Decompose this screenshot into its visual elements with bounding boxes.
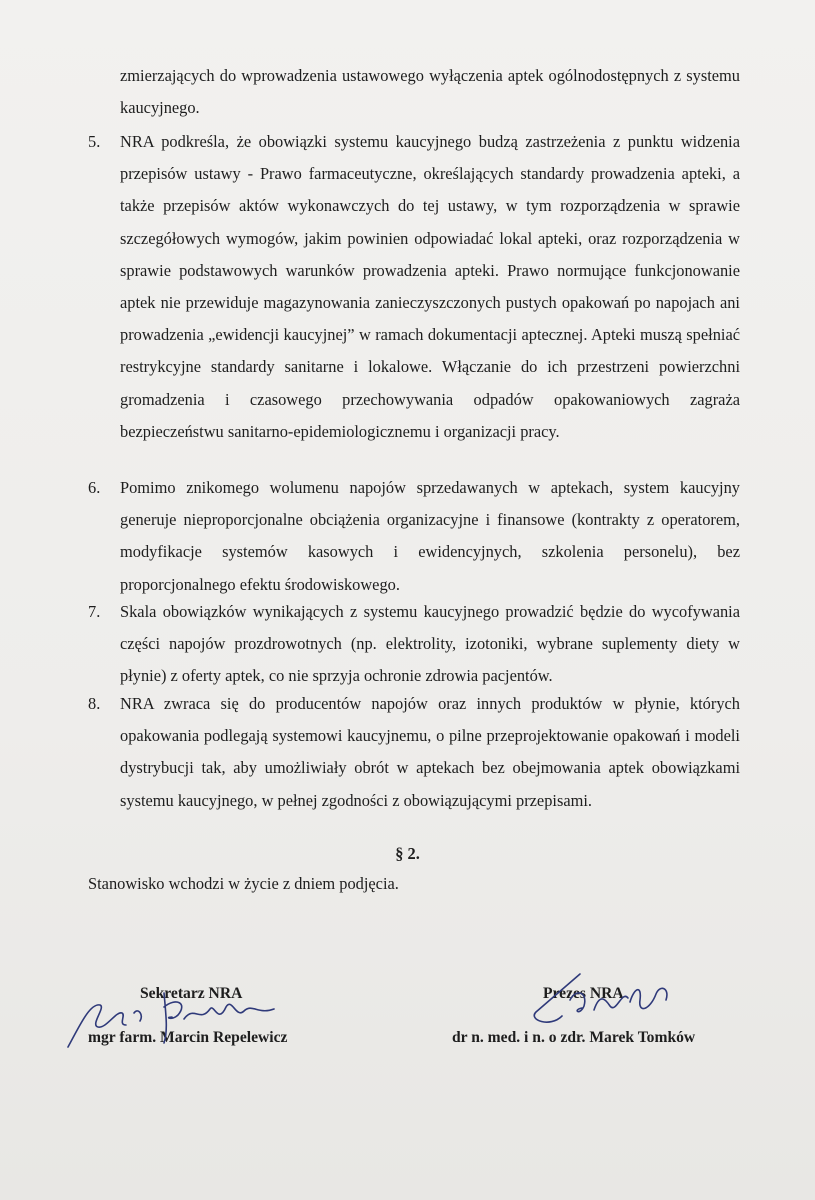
section-heading: § 2. xyxy=(395,844,420,863)
president-name: dr n. med. i n. o zdr. Marek Tomków xyxy=(452,1029,696,1046)
item-number-8: 8. xyxy=(88,694,101,713)
secretary-role: Sekretarz NRA xyxy=(140,985,243,1002)
item-number-5: 5. xyxy=(88,132,101,151)
closing-text: Stanowisko wchodzi w życie z dniem podjęcia. xyxy=(88,874,399,893)
intro-paragraph: zmierzających do wprowadzenia ustawowego wyłączenia aptek ogólnodostępnych z systemu kaucyjnego. xyxy=(120,66,740,118)
item-text-5: NRA podkreśla, że obowiązki systemu kaucyjnego budzą zastrzeżenia z punktu widzenia przepisów ustawy - Prawo farmaceutyczne, określających standardy prowadzenia apteki, a także przepisów aktów wykonawczych do tej ustawy, w tym rozporządzenia w sprawie szczegółowych wymogów, jakim powinien odpowiadać lokal apteki, oraz rozporządzenia w sprawie podstawowych warunków prowadzenia apteki. Prawo normujące funkcjonowanie aptek nie przewiduje magazynowania zanieczyszczonych pustych opakowań po napojach ani prowadzenia „ewidencji kaucyjnej” w ramach dokumentacji aptecznej. Apteki muszą spełniać restrykcyjne standardy sanitarne i lokalowe. Włączanie do ich przestrzeni powierzchni gromadzenia i czasowego przechowywania odpadów opakowaniowych zagraża bezpieczeństwu sanitarno-epidemiologicznemu i organizacji pracy. xyxy=(120,132,740,441)
president-role: Prezes NRA xyxy=(543,985,624,1002)
item-text-7: Skala obowiązków wynikających z systemu kaucyjnego prowadzić będzie do wycofywania części napojów prozdrowotnych (np. elektrolity, izotoniki, wybrane suplementy diety w płynie) z oferty aptek, co nie sprzyja ochronie zdrowia pacjentów. xyxy=(120,602,740,686)
item-text-8: NRA zwraca się do producentów napojów oraz innych produktów w płynie, których opakowania podlegają systemowi kaucyjnemu, o pilne przeprojektowanie opakowań i modeli dystrybucji tak, aby umożliwiały obrót w aptekach bez obejmowania aptek obowiązkami systemu kaucyjnego, w pełnej zgodności z obowiązującymi przepisami. xyxy=(120,694,740,810)
item-text-6: Pomimo znikomego wolumenu napojów sprzedawanych w aptekach, system kaucyjny generuje nieproporcjonalne obciążenia organizacyjne i finansowe (kontrakty z operatorem, modyfikacje systemów kasowych i ewidencyjnych, szkolenia personelu), bez proporcjonalnego efektu środowiskowego. xyxy=(120,478,740,594)
item-number-6: 6. xyxy=(88,478,101,497)
secretary-name: mgr farm. Marcin Repelewicz xyxy=(88,1029,288,1046)
item-number-7: 7. xyxy=(88,602,101,621)
